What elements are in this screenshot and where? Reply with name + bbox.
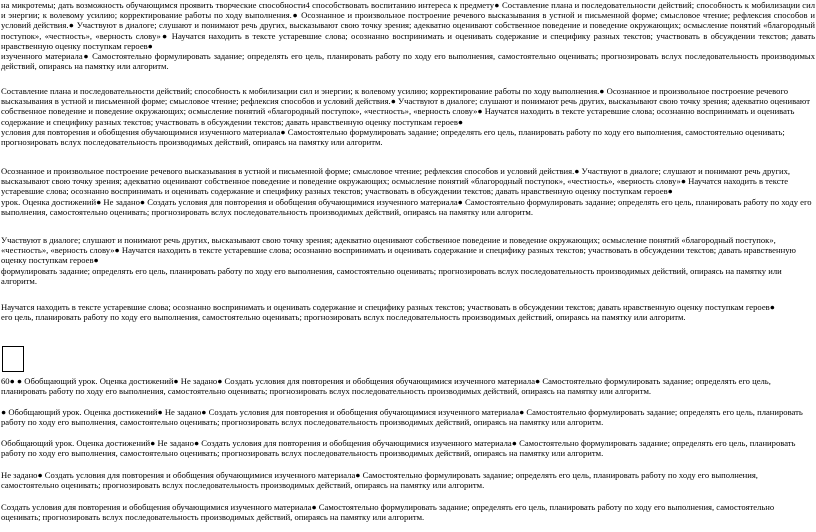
text-block-4: Участвуют в диалоге; слушают и понимают речь других, высказывают свою точку зрения; адекватно оценивают собственное поведение и поведение окружающих; осмысление понятий «благородный поступок», «честность», «верность слову»● Научатся находить в тексте устаревшие слова; осознанно воспринимать и оценивать содержание и специфику разных текстов; участвовать в обсуждении текстов; давать нравственную оценку поступкам героев● формулировать задание; определять его цель, планировать работу по ходу его выполнения, самостоятельно оценивать; прогнозировать вслух последовательность производимых действий, опираясь на памятку или алгоритм.: [1, 235, 796, 286]
text-block-3: Осознанное и произвольное построение речевого высказывания в устной и письменной форме; смысловое чтение; рефлексия способов и условий действия.● Участвуют в диалоге; слушают и понимают речь других, высказывают свою точку зрения; адекватно оценивают собственное поведение и поведение окружающих; осмысление понятий «благородный поступок», «честность», «верность слову»● Научатся находить в тексте устаревшие слова; осознанно воспринимать и оценивать содержание и специфику разных текстов; участвовать в обсуждении текстов; давать нравственную оценку поступкам героев● урок. Оценка достижений● Не задано● Создать условия для повторения и обобщения обучающимися изученного материала● Самостоятельно формулировать задание; определять его цель, планировать работу по ходу его выполнения, самостоятельно оценивать; прогнозировать вслух последовательность производимых действий, опираясь на памятку или алгоритм.: [1, 166, 812, 217]
text-block-8: Обобщающий урок. Оценка достижений● Не задано● Создать условия для повторения и обобщения обучающимися изученного материала● Самостоятельно формулировать задание; определять его цель, планировать работу по ходу его выполнения, самостоятельно оценивать; прогнозировать вслух последовательность производимых действий, опираясь на памятку или алгоритм.: [1, 438, 796, 459]
empty-checkbox-frame: [2, 346, 24, 372]
text-block-6: 60● ● Обобщающий урок. Оценка достижений● Не задано● Создать условия для повторения и обобщения обучающимися изученного материала● Самостоятельно формулировать задание; определять его цель, планировать работу по ходу его выполнения, самостоятельно оценивать; прогнозировать вслух последовательность производимых действий, опираясь на памятку или алгоритм.: [1, 376, 771, 397]
text-block-1: на микротемы; дать возможность обучающимся проявить творческие способности4 способствовать воспитанию интереса к предмету● Составление плана и последовательности действий; способность к мобилизации сил и энергии; к волевому усилию; корректирование работы по ходу выполнения.● Осознанное и произвольное построение речевого высказывания в устной и письменной форме; смысловое чтение; рефлексия способов и условий действия.● Участвуют в диалоге; слушают и понимают речь других, высказывают свою точку зрения; адекватно оценивают собственное поведение и поведение окружающих; осмысление понятий «благородный поступок», «честность», «верность слову»● Научатся находить в тексте устаревшие слова; осознанно воспринимать и оценивать содержание и специфику разных текстов; участвовать в обсуждении текстов; давать нравственную оценку поступкам героев● изученного материала● Самостоятельно формулировать задание; определять его цель, планировать работу по ходу его выполнения, самостоятельно оценивать; прогнозировать вслух последовательность производимых действий, опираясь на памятку или алгоритм.: [1, 0, 815, 72]
text-block-10: Создать условия для повторения и обобщения обучающимися изученного материала● Самостоятельно формулировать задание; определять его цель, планировать работу по ходу его выполнения, самостоятельно оценивать; прогнозировать вслух последовательность производимых действий, опираясь на памятку или алгоритм.: [1, 502, 775, 523]
text-block-9: Не задано● Создать условия для повторения и обобщения обучающимися изученного материала● Самостоятельно формулировать задание; определять его цель, планировать работу по ходу его выполнения, самостоятельно оценивать; прогнозировать вслух последовательность производимых действий, опираясь на памятку или алгоритм.: [1, 470, 758, 491]
text-block-2: Составление плана и последовательности действий; способность к мобилизации сил и энергии; к волевому усилию; корректирование работы по ходу выполнения.● Осознанное и произвольное построение речевого высказывания в устной и письменной форме; смысловое чтение; рефлексия способов и условий действия.● Участвуют в диалоге; слушают и понимают речь других, высказывают свою точку зрения; адекватно оценивают собственное поведение и поведение окружающих; осмысление понятий «благородный поступок», «честность», «верность слову»● Научатся находить в тексте устаревшие слова; осознанно воспринимать и оценивать содержание и специфику разных текстов; участвовать в обсуждении текстов; давать нравственную оценку поступкам героев● условия для повторения и обобщения обучающимися изученного материала● Самостоятельно формулировать задание; определять его цель, планировать работу по ходу его выполнения, самостоятельно оценивать; прогнозировать вслух последовательность производимых действий, опираясь на памятку или алгоритм.: [1, 86, 810, 148]
text-block-5: Научатся находить в тексте устаревшие слова; осознанно воспринимать и оценивать содержание и специфику разных текстов; участвовать в обсуждении текстов; давать нравственную оценку поступкам героев● его цель, планировать работу по ходу его выполнения, самостоятельно оценивать; прогнозировать вслух последовательность производимых действий, опираясь на памятку или алгоритм.: [1, 302, 775, 323]
text-block-7: ● Обобщающий урок. Оценка достижений● Не задано● Создать условия для повторения и обобщения обучающимися изученного материала● Самостоятельно формулировать задание; определять его цель, планировать работу по ходу его выполнения, самостоятельно оценивать; прогнозировать вслух последовательность производимых действий, опираясь на памятку или алгоритм.: [1, 407, 803, 428]
